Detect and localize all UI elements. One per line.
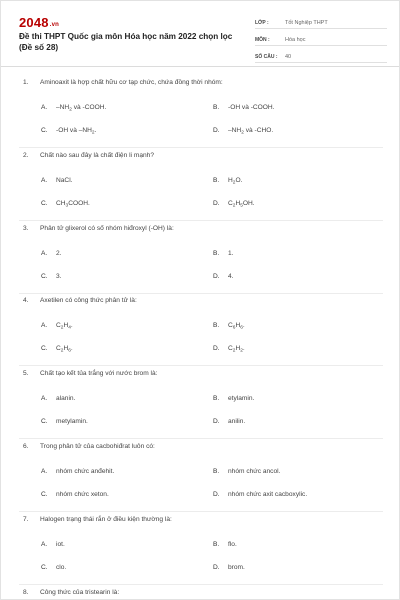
question-text: Công thức của tristearin là: bbox=[40, 588, 120, 596]
meta-value: Hóa học bbox=[285, 37, 306, 43]
option-letter: A. bbox=[41, 176, 48, 184]
option-text: metylamin. bbox=[56, 418, 88, 426]
question-stem bbox=[23, 516, 172, 523]
option-text: nhóm chức axit cacboxylic. bbox=[228, 491, 308, 498]
option-letter: A. bbox=[41, 104, 48, 111]
answer-option-c[interactable] bbox=[41, 345, 73, 354]
option-letter: B. bbox=[213, 249, 220, 257]
question-stem bbox=[23, 443, 155, 450]
option-text: $-NH_2$ và -COOH. bbox=[56, 104, 107, 113]
option-text: alanin. bbox=[56, 395, 76, 403]
meta-value: 40 bbox=[285, 54, 292, 60]
option-text: nhóm chức anđehit. bbox=[56, 468, 115, 475]
answer-option-d[interactable] bbox=[213, 345, 245, 354]
option-letter: B. bbox=[213, 104, 220, 111]
option-text: clo. bbox=[56, 563, 67, 571]
question-divider bbox=[19, 365, 383, 366]
question-divider bbox=[19, 147, 383, 148]
question-divider bbox=[19, 584, 383, 585]
option-text: -OH và $-NH_2$. bbox=[56, 127, 97, 136]
answer-option-c[interactable] bbox=[41, 273, 62, 280]
answer-option-c[interactable] bbox=[41, 200, 90, 209]
answer-option-d[interactable] bbox=[213, 491, 307, 498]
answer-option-b[interactable] bbox=[213, 468, 280, 475]
meta-label: LỚP : bbox=[255, 20, 269, 26]
question-stem bbox=[23, 370, 158, 377]
meta-row-class bbox=[255, 15, 387, 29]
option-letter: C. bbox=[41, 345, 48, 353]
option-text: $C_2H_5OH$. bbox=[228, 199, 255, 209]
question-stem bbox=[23, 297, 137, 304]
option-text: $H_2O$. bbox=[228, 176, 243, 186]
question-number: 7. bbox=[23, 515, 29, 523]
option-text: $C_6H_6$. bbox=[228, 322, 245, 331]
question-number: 6. bbox=[23, 443, 29, 450]
answer-option-a[interactable] bbox=[41, 177, 73, 184]
answer-option-a[interactable] bbox=[41, 541, 65, 548]
answer-option-c[interactable] bbox=[41, 127, 96, 136]
question-divider bbox=[19, 511, 383, 512]
option-letter: B. bbox=[213, 468, 220, 475]
answer-option-a[interactable] bbox=[41, 104, 106, 113]
question-stem bbox=[23, 152, 154, 159]
option-text: nhóm chức xeton. bbox=[56, 491, 109, 498]
answer-option-c[interactable] bbox=[41, 491, 109, 498]
question-number: 1. bbox=[23, 79, 29, 86]
answer-option-d[interactable] bbox=[213, 127, 273, 136]
option-letter: D. bbox=[213, 491, 220, 498]
question-stem bbox=[23, 79, 223, 86]
option-text: $-NH_2$ và -CHO. bbox=[228, 127, 274, 136]
option-letter: D. bbox=[213, 345, 220, 353]
answer-option-b[interactable] bbox=[213, 541, 237, 548]
option-text: $C_2H_2$. bbox=[228, 345, 245, 354]
option-text: 1. bbox=[228, 249, 234, 257]
meta-row-subject bbox=[255, 32, 387, 46]
option-text: iot. bbox=[56, 540, 65, 548]
option-letter: A. bbox=[41, 468, 48, 475]
option-letter: C. bbox=[41, 199, 48, 207]
option-text: NaCl. bbox=[56, 176, 73, 184]
option-text: nhóm chức ancol. bbox=[228, 468, 281, 475]
answer-option-b[interactable] bbox=[213, 104, 275, 111]
question-text: Chất tạo kết tủa trắng với nước brom là: bbox=[40, 370, 158, 378]
question-number: 8. bbox=[23, 588, 29, 596]
option-text: $CH_3COOH$. bbox=[56, 199, 90, 209]
question-text: Aminoaxit là hợp chất hữu cơ tạp chức, chứa đồng thời nhóm: bbox=[40, 79, 223, 86]
option-letter: A. bbox=[41, 395, 48, 403]
option-letter: A. bbox=[41, 249, 48, 257]
document-header bbox=[1, 1, 400, 67]
option-letter: D. bbox=[213, 199, 220, 207]
meta-label: MÔN : bbox=[255, 37, 270, 43]
option-text: etylamin. bbox=[228, 395, 255, 403]
answer-option-d[interactable] bbox=[213, 564, 245, 571]
meta-label: SỐ CÂU : bbox=[255, 54, 278, 60]
option-letter: A. bbox=[41, 322, 48, 330]
site-logo[interactable] bbox=[19, 15, 59, 30]
answer-option-a[interactable] bbox=[41, 395, 75, 402]
question-stem bbox=[23, 589, 119, 596]
answer-option-a[interactable] bbox=[41, 250, 62, 257]
question-text: Phân tử glixerol có số nhóm hiđroxyl (-OH) là: bbox=[40, 224, 174, 232]
option-letter: D. bbox=[213, 272, 220, 280]
question-divider bbox=[19, 438, 383, 439]
option-text: -OH và -COOH. bbox=[228, 104, 275, 111]
option-text: 4. bbox=[228, 272, 234, 280]
answer-option-a[interactable] bbox=[41, 468, 114, 475]
option-text: anilin. bbox=[228, 418, 246, 426]
option-letter: D. bbox=[213, 418, 220, 426]
answer-option-b[interactable] bbox=[213, 250, 234, 257]
answer-option-a[interactable] bbox=[41, 322, 73, 331]
answer-option-b[interactable] bbox=[213, 322, 245, 331]
option-letter: A. bbox=[41, 540, 48, 548]
option-letter: D. bbox=[213, 563, 220, 571]
option-letter: C. bbox=[41, 418, 48, 426]
answer-option-b[interactable] bbox=[213, 395, 254, 402]
option-text: brom. bbox=[228, 563, 245, 571]
question-text: Halogen trạng thái rắn ở điều kiện thường là: bbox=[40, 515, 172, 523]
answer-option-d[interactable] bbox=[213, 418, 245, 425]
question-number: 4. bbox=[23, 297, 29, 305]
option-letter: C. bbox=[41, 127, 48, 134]
page-title: Đề thi THPT Quốc gia môn Hóa học năm 2022 chọn lọc (Đề số 28) bbox=[19, 32, 233, 52]
question-divider bbox=[19, 220, 383, 221]
option-text: 2. bbox=[56, 249, 62, 257]
exam-meta bbox=[255, 15, 387, 66]
question-text: Axetilen có công thức phân tử là: bbox=[40, 297, 137, 305]
answer-option-d[interactable] bbox=[213, 273, 234, 280]
answer-option-d[interactable] bbox=[213, 200, 255, 209]
answer-option-c[interactable] bbox=[41, 418, 88, 425]
option-letter: D. bbox=[213, 127, 220, 134]
question-stem bbox=[23, 225, 174, 232]
question-number: 3. bbox=[23, 224, 29, 232]
question-number: 5. bbox=[23, 370, 29, 378]
logo-main: 2048 bbox=[19, 15, 49, 30]
meta-value: Tốt Nghiệp THPT bbox=[285, 20, 328, 26]
option-text: flo. bbox=[228, 540, 237, 548]
option-letter: C. bbox=[41, 272, 48, 280]
meta-row-count bbox=[255, 49, 387, 63]
option-text: $C_2H_6$. bbox=[56, 345, 73, 354]
option-letter: B. bbox=[213, 176, 220, 184]
answer-option-b[interactable] bbox=[213, 177, 242, 186]
option-letter: B. bbox=[213, 540, 220, 548]
question-divider bbox=[19, 293, 383, 294]
question-text: Chất nào sau đây là chất điện li mạnh? bbox=[40, 151, 154, 159]
option-letter: B. bbox=[213, 395, 220, 403]
option-text: $C_2H_4$. bbox=[56, 322, 73, 331]
option-letter: C. bbox=[41, 563, 48, 571]
logo-suffix: .vn bbox=[49, 22, 60, 28]
option-text: 3. bbox=[56, 272, 62, 280]
answer-option-c[interactable] bbox=[41, 564, 66, 571]
question-text: Trong phân tử của cacbohiđrat luôn có: bbox=[40, 443, 155, 450]
option-letter: B. bbox=[213, 322, 220, 330]
option-letter: C. bbox=[41, 491, 48, 498]
question-number: 2. bbox=[23, 151, 29, 159]
